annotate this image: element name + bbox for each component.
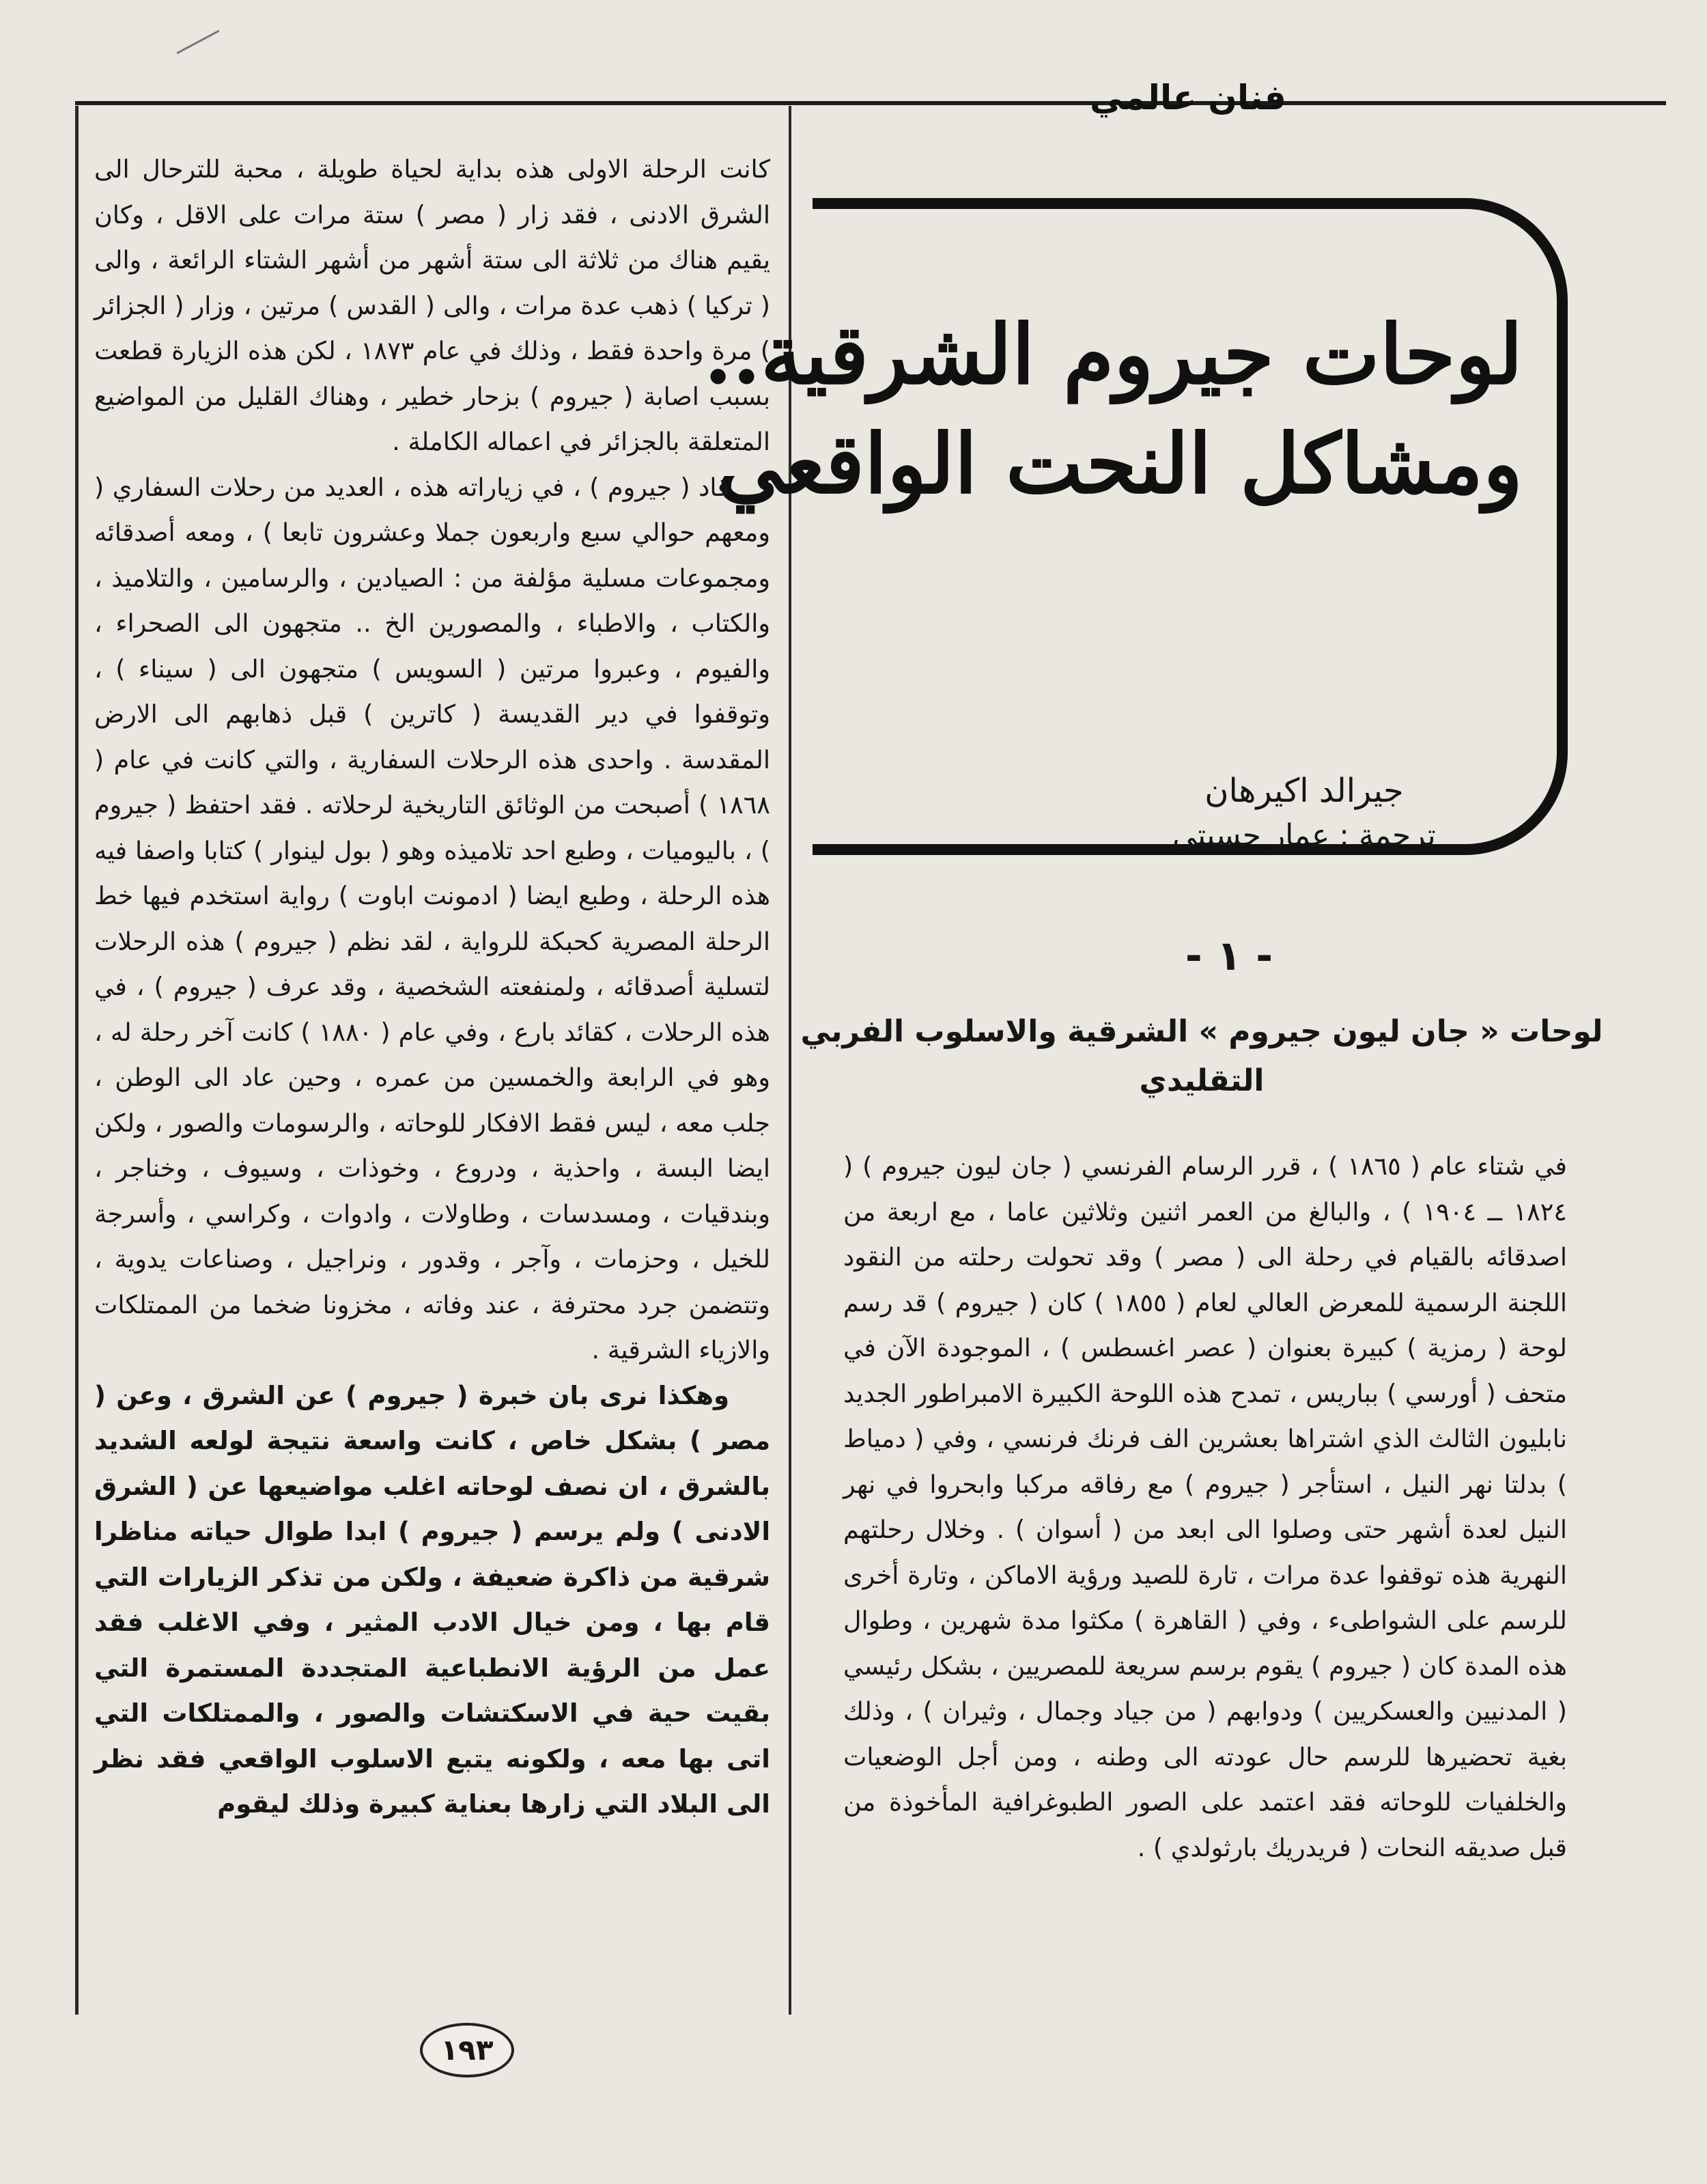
paragraph-bold: وهكذا نرى بان خبرة ( جيروم ) عن الشرق ، وعن ( مصر ) بشكل خاص ، كانت واسعة نتيجة لولعه الشديد بالشرق ، ان نصف لوحاته اغلب مواضيعها عن ( الشرق الادنى ) ولم يرسم ( جيروم ) ابدا طوال حياته مناظرا شرقية من ذاكرة ضعيفة ، ولكن من تذكر الزيارات التي قام بها ، ومن خيال الادب المثير ، وفي الاغلب فقد عمل من الرؤية الانطباعية المتجددة المستمرة التي بقيت حية في الاسكتشات والصور ، والممتلكات التي اتى بها معه ، ولكونه يتبع الاسلوب الواقعي فقد نظر الى البلاد التي زارها بعناية كبيرة وذلك ليقوم <box>94 1380 770 1819</box>
right-column <box>843 1144 1567 1871</box>
title-line-1: لوحات جيروم الشرقية.. <box>703 307 1523 403</box>
paragraph: في شتاء عام ( ١٨٦٥ ) ، قرر الرسام الفرنسي ( جان ليون جيروم ) ( ١٨٢٤ ــ ١٩٠٤ ) ، والبالغ من العمر اثنين وثلاثين عاما ، مع اربعة من اصدقائه بالقيام في رحلة الى ( مصر ) وقد تحولت رحلته من النقود اللجنة الرسمية للمعرض العالي لعام ( ١٨٥٥ ) كان ( جيروم ) قد رسم لوحة ( رمزية ) كبيرة بعنوان ( عصر اغسطس ) ، الموجودة الآن في متحف ( أورسي ) بباريس ، تمدح هذه اللوحة الكبيرة الامبراطور الجديد نابليون الثالث الذي اشتراها بعشرين الف فرنك فرنسي ، وفي ( دمياط ) بدلتا نهر النيل ، استأجر ( جيروم ) مع رفاقه مركبا وابحروا في نهر النيل لعدة أشهر حتى وصلوا الى ابعد من ( أسوان ) . وخلال رحلتهم النهرية هذه توقفوا عدة مرات ، تارة للصيد ورؤية الاماكن ، وتارة أخرى للرسم على الشواطىء ، وفي ( القاهرة ) مكثوا مدة شهرين ، وطوال هذه المدة كان ( جيروم ) يقوم برسم سريعة للمصريين ، بشكل رئيسي ( المدنيين والعسكريين ) ودوابهم ( من جياد وجمال ، وثيران ) ، وذلك بغية تحضيرها للرسم حال عودته الى وطنه ، ومن أجل الوضعيات والخلفيات للوحاته فقد اعتمد على الصور الطبوغرافية المأخوذة من قبل صديقه النحات ( فريدريك بارثولدي ) . <box>843 1151 1567 1862</box>
subheading: لوحات « جان ليون جيروم » الشرقية والاسلوب الفربي التقليدي <box>800 1014 1603 1098</box>
title-frame <box>703 198 1568 855</box>
left-column <box>94 147 770 1828</box>
byline <box>1127 768 1482 858</box>
section-number: - ١ - <box>1185 932 1273 980</box>
page-number: ١٩٣ <box>420 2023 514 2077</box>
paragraph: قاد ( جيروم ) ، في زياراته هذه ، العديد من رحلات السفاري ( ومعهم حوالي سبع واربعون جملا وعشرون تابعا ) ، ومعه أصدقائه ومجموعات مسلية مؤلفة من : الصيادين ، والرسامين ، والتلاميذ ، والكتاب ، والاطباء ، والمصورين الخ .. متجهون الى الصحراء ، والفيوم ، وعبروا مرتين ( السويس ) متجهون الى ( سيناء ) ، وتوقفوا في دير القديسة ( كاترين ) قبل ذهابهم الى الارض المقدسة . واحدى هذه الرحلات السفارية ، والتي كانت في عام ( ١٨٦٨ ) أصبحت من الوثائق التاريخية لرحلاته . فقد احتفظ ( جيروم ) ، باليوميات ، وطبع احد تلاميذه وهو ( بول لينوار ) كتابا واصفا فيه هذه الرحلة ، وطبع ايضا ( ادمونت اباوت ) رواية استخدم فيها خط الرحلة المصرية كحبكة للرواية ، لقد نظم ( جيروم ) هذه الرحلات لتسلية أصدقائه ، ولمنفعته الشخصية ، وقد عرف ( جيروم ) ، في هذه الرحلات ، كقائد بارع ، وفي عام ( ١٨٨٠ ) كانت آخر رحلة له ، وهو في الرابعة والخمسين من عمره ، وحين عاد الى الوطن ، جلب معه ، ليس فقط الافكار للوحاته ، والرسومات والصور ، ولكن ايضا البسة ، واحذية ، ودروع ، وخوذات ، وسيوف ، وخناجر ، وبندقيات ، ومسدسات ، وطاولات ، وادوات ، وكراسي ، وأسرجة للخيل ، وحزمات ، وآجر ، وقدور ، ونراجيل ، وصناعات يدوية ، وتتضمن جرد محترفة ، عند وفاته ، مخزونا ضخما من الممتلكات والازياء الشرقية . <box>94 472 770 1364</box>
scan-mark <box>176 30 219 55</box>
author-name: جيرالد اكيرهان <box>1204 772 1404 810</box>
translator-name: ترجمة : عمار حسيتي <box>1172 818 1436 853</box>
section-label: فنان عالمي <box>1090 78 1286 117</box>
title-line-2: ومشاكل النحت الواقعي <box>717 416 1523 512</box>
top-rule <box>75 101 1666 105</box>
paragraph: كانت الرحلة الاولى هذه بداية لحياة طويلة ، محبة للترحال الى الشرق الادنى ، فقد زار ( مصر ) ستة مرات على الاقل ، وكان يقيم هناك من ثلاثة الى ستة أشهر من أشهر الشتاء الرائعة ، والى ( تركيا ) ذهب عدة مرات ، والى ( القدس ) مرتين ، وزار ( الجزائر ) مرة واحدة فقط ، وذلك في عام ١٨٧٣ ، لكن هذه الزيارة قطعت بسبب اصابة ( جيروم ) بزحار خطير ، وهناك القليل من المواضيع المتعلقة بالجزائر في اعماله الكاملة . <box>94 154 770 456</box>
left-margin-rule <box>75 106 79 2015</box>
article-title <box>703 300 1523 519</box>
